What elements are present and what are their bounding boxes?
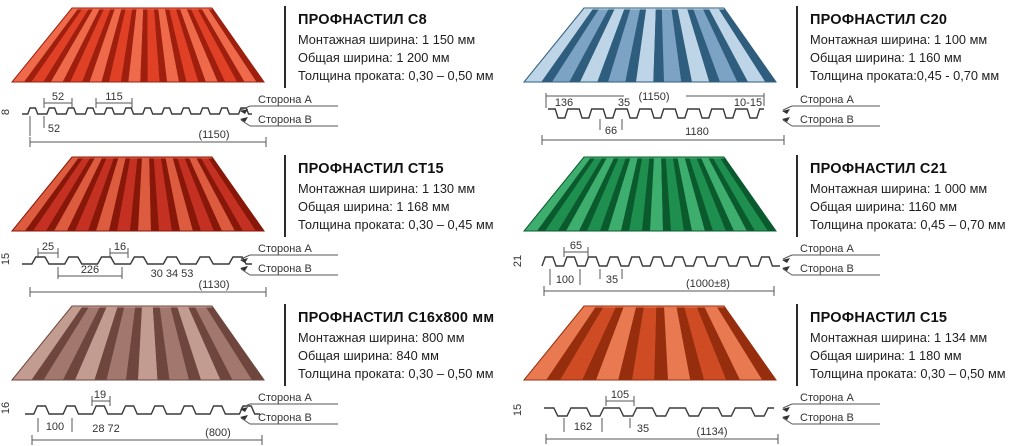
dimension-label: (1150) — [638, 91, 670, 103]
dimension-label: 10-15 — [733, 97, 763, 109]
panel-ct15 — [0, 149, 512, 298]
panel-title: ПРОФНАСТИЛ С8 — [298, 12, 427, 28]
spec-block-c21 — [810, 161, 1020, 234]
spec-line: Толщина проката: 0,45 – 0,70 мм — [810, 217, 1006, 233]
side-label: Сторона В — [258, 114, 312, 126]
dimension-label: 100 — [555, 274, 575, 286]
arrowhead — [240, 117, 248, 122]
profile-diagram-c8 — [0, 90, 512, 148]
dimension-label: 52 — [47, 123, 61, 135]
dimension-label: 162 — [573, 421, 593, 433]
corrugation-line — [544, 408, 774, 416]
spec-line: Общая ширина: 840 мм — [298, 348, 439, 364]
panel-c21 — [512, 149, 1024, 298]
spec-line: Толщина проката:0,45 - 0,70 мм — [810, 68, 1000, 84]
spec-line: Общая ширина: 1160 мм — [810, 199, 958, 215]
divider — [796, 304, 798, 386]
side-label: Сторона А — [258, 243, 312, 255]
dimension-label: 30 34 53 — [150, 268, 194, 280]
dimension-label: 35 — [605, 274, 619, 286]
spec-line: Общая ширина: 1 180 мм — [810, 348, 962, 364]
profile-diagram-c20 — [512, 90, 1024, 148]
profile-diagram-c21 — [512, 239, 1024, 297]
spec-line: Монтажная ширина: 800 мм — [298, 330, 465, 345]
side-label: Сторона А — [800, 94, 854, 106]
dimension-line — [783, 106, 792, 110]
side-label: Сторона А — [800, 243, 854, 255]
side-label: Сторона А — [258, 94, 312, 106]
corrugation-line — [22, 108, 252, 114]
dimension-label: 1180 — [685, 126, 709, 138]
divider — [284, 304, 286, 386]
dimension-label: 16 — [113, 241, 127, 253]
panel-c8 — [0, 0, 512, 149]
dimension-label: 28 72 — [92, 423, 120, 435]
profile-diagram-c16x800 — [0, 388, 512, 446]
dimension-label: 100 — [45, 421, 65, 433]
panel-c15 — [512, 298, 1024, 446]
spec-line: Толщина проката: 0,30 – 0,45 мм — [298, 217, 494, 233]
profile-diagram-ct15 — [0, 239, 512, 297]
profile-diagram-c15 — [512, 388, 1024, 446]
arrowhead — [782, 415, 790, 420]
spec-line: Общая ширина: 1 160 мм — [810, 50, 962, 66]
side-label: Сторона В — [258, 263, 312, 275]
corrugation-line — [22, 257, 252, 264]
dimension-label: 25 — [41, 241, 55, 253]
dimension-label: (1000±8) — [686, 278, 730, 290]
dimension-label: (1150) — [198, 129, 230, 141]
spec-line: Общая ширина: 1 168 мм — [298, 199, 450, 215]
arrowhead — [782, 266, 790, 271]
dimension-label: 52 — [51, 91, 65, 103]
spec-line: Монтажная ширина: 1 100 мм — [810, 32, 988, 47]
dimension-label: 8 — [0, 108, 12, 116]
divider — [796, 155, 798, 237]
arrowhead — [240, 415, 248, 420]
side-label: Сторона В — [800, 263, 854, 275]
dimension-label: 21 — [512, 254, 524, 268]
sheet-image-c16x800 — [2, 300, 272, 386]
dimension-label: 105 — [610, 389, 630, 401]
spec-line: Толщина проката: 0,30 – 0,50 мм — [810, 366, 1006, 382]
divider — [284, 155, 286, 237]
spec-line: Монтажная ширина: 1 130 мм — [298, 181, 476, 196]
dimension-label: 136 — [554, 97, 574, 109]
spec-line: Толщина проката: 0,30 – 0,50 мм — [298, 366, 494, 382]
arrowhead — [240, 266, 248, 271]
dimension-label: (800) — [205, 427, 231, 439]
sheet-image-c8 — [2, 2, 272, 88]
side-label: Сторона В — [800, 114, 854, 126]
dimension-label: (1130) — [198, 279, 230, 291]
dimension-line — [783, 255, 792, 259]
spec-line: Общая ширина: 1 200 мм — [298, 50, 450, 66]
dimension-label: 226 — [80, 264, 100, 276]
dimension-label: 15 — [0, 252, 12, 266]
sheet-image-c21 — [514, 151, 784, 237]
divider — [796, 6, 798, 88]
panel-title: ПРОФНАСТИЛ СТ15 — [298, 161, 444, 177]
side-label: Сторона В — [800, 412, 854, 424]
corrugation-line — [548, 109, 764, 118]
spec-line: Монтажная ширина: 1 150 мм — [298, 32, 476, 47]
spec-line: Монтажная ширина: 1 134 мм — [810, 330, 988, 345]
spec-line: Толщина проката: 0,30 – 0,50 мм — [298, 68, 494, 84]
side-label: Сторона А — [258, 392, 312, 404]
spec-block-c15 — [810, 310, 1020, 383]
dimension-label: 16 — [0, 401, 12, 415]
panel-title: ПРОФНАСТИЛ С16х800 мм — [298, 310, 495, 326]
spec-block-c8 — [298, 12, 508, 85]
dimension-label: 65 — [569, 240, 583, 252]
side-label: Сторона В — [258, 412, 312, 424]
panel-c16x800 — [0, 298, 512, 446]
arrowhead — [782, 117, 790, 122]
dimension-label: 115 — [105, 91, 123, 103]
sheet-image-c20 — [514, 2, 784, 88]
panel-title: ПРОФНАСТИЛ С21 — [810, 161, 948, 177]
dimension-label: 66 — [604, 125, 618, 137]
sheet-image-ct15 — [2, 151, 272, 237]
side-label: Сторона А — [800, 392, 854, 404]
spec-block-c20 — [810, 12, 1020, 85]
corrugation-line — [542, 257, 780, 266]
sheet-image-c15 — [514, 300, 784, 386]
divider — [284, 6, 286, 88]
corrugation-line — [25, 406, 260, 414]
dimension-label: 35 — [617, 97, 631, 109]
dimension-label: 19 — [93, 389, 107, 401]
dimension-line — [783, 404, 792, 408]
right-column — [512, 0, 1024, 446]
panel-title: ПРОФНАСТИЛ С15 — [810, 310, 948, 326]
dimension-label: 35 — [636, 423, 650, 435]
dimension-label: (1134) — [696, 426, 728, 438]
panel-title: ПРОФНАСТИЛ С20 — [810, 12, 948, 28]
spec-line: Монтажная ширина: 1 000 мм — [810, 181, 988, 196]
panel-c20 — [512, 0, 1024, 149]
spec-block-ct15 — [298, 161, 508, 234]
dimension-label: 15 — [512, 403, 524, 417]
spec-block-c16x800 — [298, 310, 508, 383]
